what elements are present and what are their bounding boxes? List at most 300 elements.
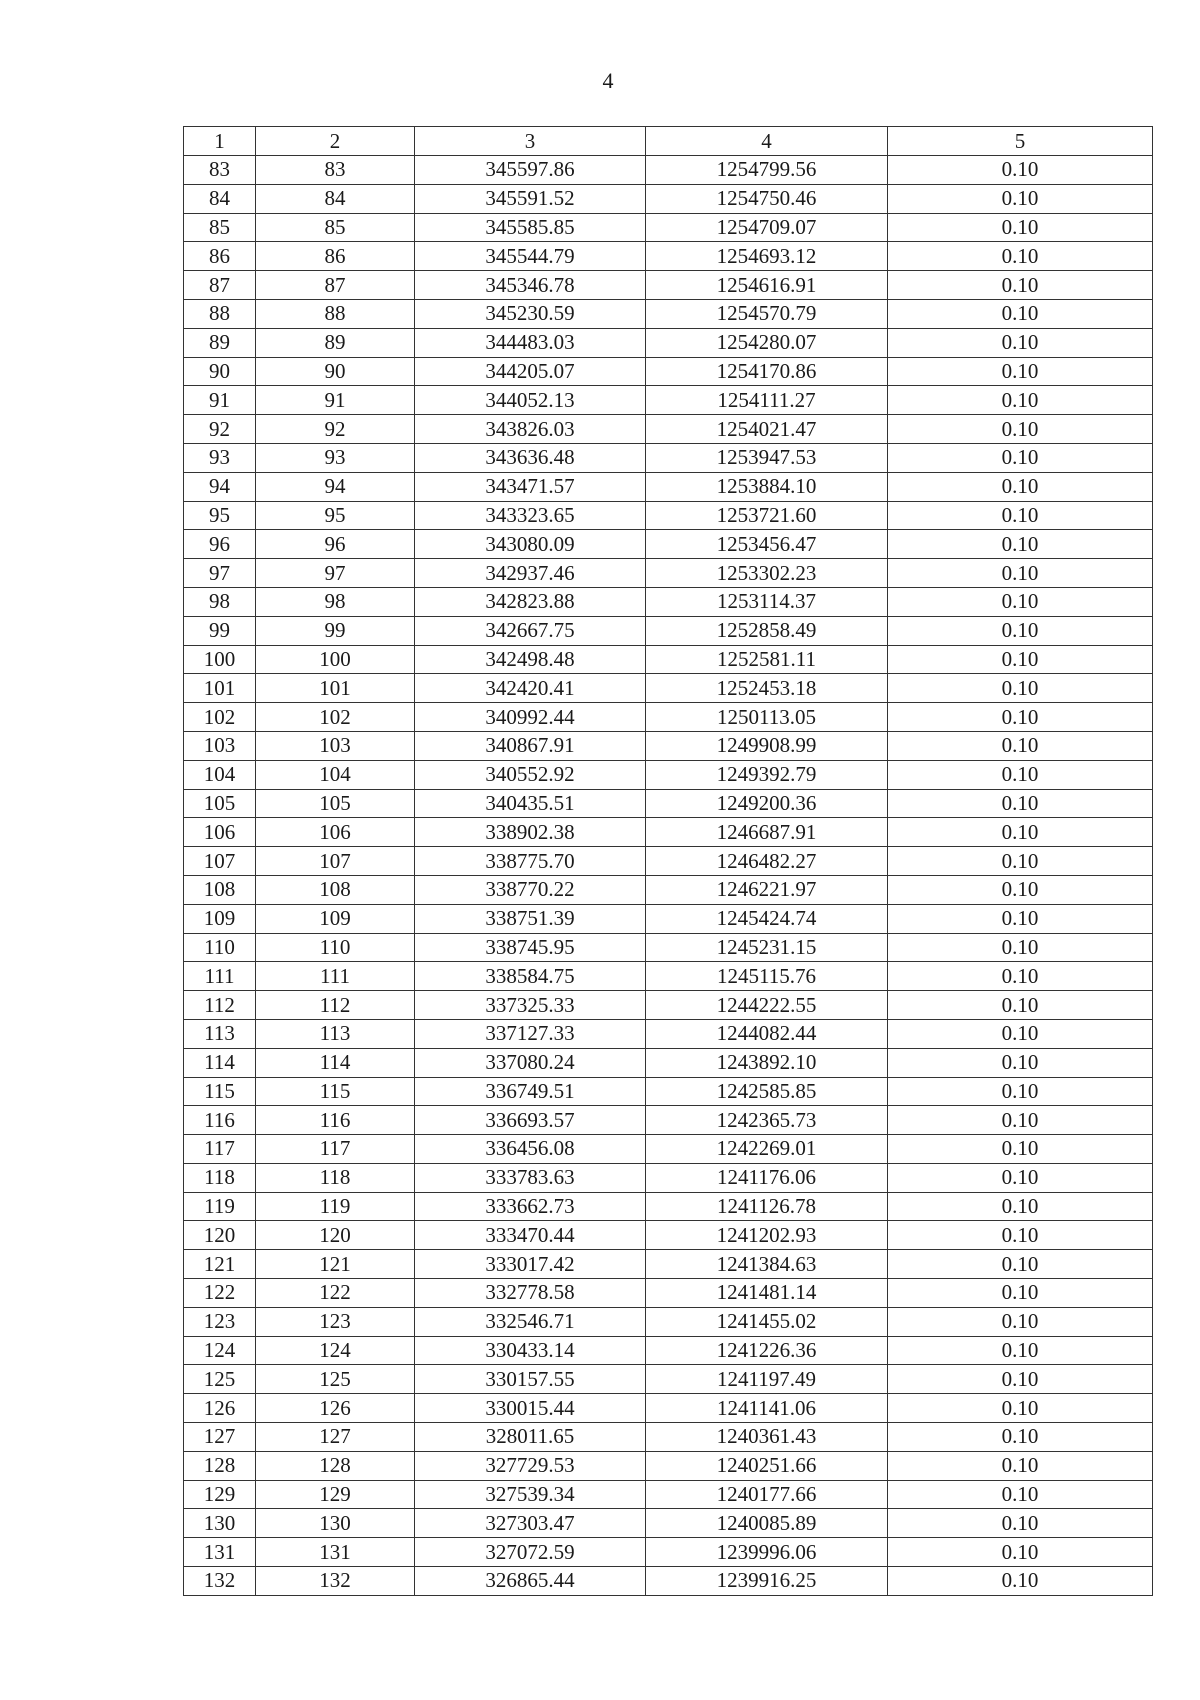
table-cell: 337325.33 (415, 991, 646, 1020)
table-cell: 1242585.85 (646, 1077, 888, 1106)
table-row (184, 991, 1153, 1020)
table-cell: 1250113.05 (646, 703, 888, 732)
table-cell: 0.10 (888, 328, 1153, 357)
table-cell: 0.10 (888, 645, 1153, 674)
table-cell: 110 (256, 933, 415, 962)
table-cell: 91 (184, 386, 256, 415)
table-cell: 127 (184, 1423, 256, 1452)
table-cell: 1241202.93 (646, 1221, 888, 1250)
table-cell: 333017.42 (415, 1250, 646, 1279)
table-cell: 96 (256, 530, 415, 559)
table-cell: 112 (184, 991, 256, 1020)
table-cell: 330157.55 (415, 1365, 646, 1394)
table-cell: 93 (256, 443, 415, 472)
table-cell: 0.10 (888, 962, 1153, 991)
table-cell: 0.10 (888, 847, 1153, 876)
table-cell: 86 (184, 242, 256, 271)
table-cell: 126 (256, 1394, 415, 1423)
table-row (184, 1077, 1153, 1106)
table-row (184, 1509, 1153, 1538)
table-cell: 0.10 (888, 587, 1153, 616)
table-cell: 101 (184, 674, 256, 703)
table-cell: 92 (256, 415, 415, 444)
table-cell: 1241226.36 (646, 1336, 888, 1365)
table-cell: 0.10 (888, 875, 1153, 904)
table-cell: 1253947.53 (646, 443, 888, 472)
table-cell: 115 (256, 1077, 415, 1106)
table-cell: 109 (184, 904, 256, 933)
table-cell: 1246482.27 (646, 847, 888, 876)
table-cell: 345597.86 (415, 156, 646, 185)
table-cell: 90 (184, 357, 256, 386)
table-cell: 1240361.43 (646, 1423, 888, 1452)
table-cell: 117 (184, 1135, 256, 1164)
table-cell: 125 (184, 1365, 256, 1394)
table-cell: 340867.91 (415, 731, 646, 760)
table-row (184, 328, 1153, 357)
table-cell: 0.10 (888, 299, 1153, 328)
table-row (184, 1192, 1153, 1221)
table-cell: 1254799.56 (646, 156, 888, 185)
table-cell: 1254616.91 (646, 271, 888, 300)
table-row (184, 731, 1153, 760)
table-cell: 336456.08 (415, 1135, 646, 1164)
table-cell: 95 (184, 501, 256, 530)
table-cell: 116 (256, 1106, 415, 1135)
table-cell: 87 (256, 271, 415, 300)
table-row (184, 472, 1153, 501)
table-cell: 342420.41 (415, 674, 646, 703)
table-row (184, 645, 1153, 674)
table-cell: 336693.57 (415, 1106, 646, 1135)
table-cell: 345585.85 (415, 213, 646, 242)
table-cell: 0.10 (888, 731, 1153, 760)
table-cell: 1254111.27 (646, 386, 888, 415)
table-cell: 106 (184, 818, 256, 847)
table-cell: 119 (184, 1192, 256, 1221)
table-cell: 0.10 (888, 1048, 1153, 1077)
table-cell: 120 (184, 1221, 256, 1250)
table-cell: 124 (184, 1336, 256, 1365)
table-cell: 1241197.49 (646, 1365, 888, 1394)
table-cell: 1253721.60 (646, 501, 888, 530)
table-cell: 0.10 (888, 703, 1153, 732)
table-cell: 1249200.36 (646, 789, 888, 818)
table-cell: 0.10 (888, 991, 1153, 1020)
table-cell: 97 (256, 559, 415, 588)
table-row (184, 1163, 1153, 1192)
table-cell: 1249392.79 (646, 760, 888, 789)
table-cell: 0.10 (888, 674, 1153, 703)
table-cell: 117 (256, 1135, 415, 1164)
table-cell: 84 (184, 184, 256, 213)
table-cell: 129 (256, 1480, 415, 1509)
table-cell: 0.10 (888, 1365, 1153, 1394)
table-cell: 1240085.89 (646, 1509, 888, 1538)
table-cell: 0.10 (888, 760, 1153, 789)
table-cell: 96 (184, 530, 256, 559)
table-cell: 0.10 (888, 559, 1153, 588)
table-row (184, 847, 1153, 876)
table-cell: 345544.79 (415, 242, 646, 271)
table-cell: 0.10 (888, 789, 1153, 818)
table-row (184, 559, 1153, 588)
table-row (184, 386, 1153, 415)
table-cell: 83 (256, 156, 415, 185)
table-row (184, 962, 1153, 991)
table-cell: 94 (184, 472, 256, 501)
table-cell: 128 (184, 1451, 256, 1480)
table-cell: 327729.53 (415, 1451, 646, 1480)
table-row (184, 674, 1153, 703)
table-cell: 1241126.78 (646, 1192, 888, 1221)
table-cell: 345230.59 (415, 299, 646, 328)
table-row (184, 789, 1153, 818)
table-row (184, 1336, 1153, 1365)
table-cell: 1241455.02 (646, 1307, 888, 1336)
table-cell: 89 (256, 328, 415, 357)
table-cell: 342937.46 (415, 559, 646, 588)
table-cell: 340992.44 (415, 703, 646, 732)
table-cell: 101 (256, 674, 415, 703)
table-cell: 1241481.14 (646, 1279, 888, 1308)
table-cell: 1254693.12 (646, 242, 888, 271)
table-cell: 1254709.07 (646, 213, 888, 242)
table-cell: 131 (256, 1538, 415, 1567)
table-row (184, 818, 1153, 847)
table-row (184, 1019, 1153, 1048)
table-cell: 113 (184, 1019, 256, 1048)
table-cell: 95 (256, 501, 415, 530)
table-cell: 99 (256, 616, 415, 645)
table-cell: 0.10 (888, 1480, 1153, 1509)
table-cell: 340552.92 (415, 760, 646, 789)
table-row (184, 271, 1153, 300)
table-row (184, 156, 1153, 185)
table-cell: 129 (184, 1480, 256, 1509)
table-row (184, 616, 1153, 645)
table-row (184, 501, 1153, 530)
page-number (0, 68, 1200, 94)
table-cell: 0.10 (888, 1135, 1153, 1164)
table-cell: 91 (256, 386, 415, 415)
table-cell: 338775.70 (415, 847, 646, 876)
table-row (184, 415, 1153, 444)
table-row (184, 1567, 1153, 1596)
table-row (184, 184, 1153, 213)
table-row (184, 1221, 1153, 1250)
table-cell: 0.10 (888, 1538, 1153, 1567)
table-cell: 1254570.79 (646, 299, 888, 328)
table-cell: 1239916.25 (646, 1567, 888, 1596)
table-cell: 102 (256, 703, 415, 732)
table-row (184, 1307, 1153, 1336)
table-cell: 116 (184, 1106, 256, 1135)
table-cell: 110 (184, 933, 256, 962)
table-cell: 0.10 (888, 1192, 1153, 1221)
table-cell: 114 (184, 1048, 256, 1077)
table-cell: 1252453.18 (646, 674, 888, 703)
table-cell: 327072.59 (415, 1538, 646, 1567)
table-body (184, 156, 1153, 1596)
table-cell: 104 (256, 760, 415, 789)
table-cell: 100 (256, 645, 415, 674)
table-cell: 0.10 (888, 818, 1153, 847)
table-cell: 128 (256, 1451, 415, 1480)
table-cell: 131 (184, 1538, 256, 1567)
table-cell: 0.10 (888, 1307, 1153, 1336)
table-cell: 1241141.06 (646, 1394, 888, 1423)
table-cell: 84 (256, 184, 415, 213)
table-row (184, 213, 1153, 242)
table-cell: 132 (184, 1567, 256, 1596)
table-cell: 105 (256, 789, 415, 818)
column-header: 1 (184, 127, 256, 156)
table-row (184, 242, 1153, 271)
table-cell: 104 (184, 760, 256, 789)
table-cell: 340435.51 (415, 789, 646, 818)
table-cell: 336749.51 (415, 1077, 646, 1106)
table-cell: 0.10 (888, 184, 1153, 213)
table-cell: 1252858.49 (646, 616, 888, 645)
table-cell: 343323.65 (415, 501, 646, 530)
column-header: 2 (256, 127, 415, 156)
table-cell: 342498.48 (415, 645, 646, 674)
table-row (184, 530, 1153, 559)
table-row (184, 904, 1153, 933)
table-cell: 125 (256, 1365, 415, 1394)
table-cell: 98 (184, 587, 256, 616)
table-cell: 85 (256, 213, 415, 242)
table-cell: 333470.44 (415, 1221, 646, 1250)
table-cell: 0.10 (888, 1077, 1153, 1106)
table-cell: 121 (256, 1250, 415, 1279)
table-cell: 0.10 (888, 933, 1153, 962)
table-cell: 1254750.46 (646, 184, 888, 213)
table-cell: 127 (256, 1423, 415, 1452)
table-cell: 99 (184, 616, 256, 645)
table-cell: 338745.95 (415, 933, 646, 962)
table-cell: 0.10 (888, 271, 1153, 300)
table-row (184, 1480, 1153, 1509)
table-row (184, 760, 1153, 789)
table-cell: 0.10 (888, 472, 1153, 501)
table-cell: 122 (256, 1279, 415, 1308)
table-cell: 0.10 (888, 1106, 1153, 1135)
table-cell: 0.10 (888, 904, 1153, 933)
table-cell: 123 (184, 1307, 256, 1336)
table-cell: 1242269.01 (646, 1135, 888, 1164)
table-row (184, 1451, 1153, 1480)
table-cell: 83 (184, 156, 256, 185)
table-cell: 327539.34 (415, 1480, 646, 1509)
table-cell: 338751.39 (415, 904, 646, 933)
table-cell: 111 (256, 962, 415, 991)
table-cell: 102 (184, 703, 256, 732)
table-cell: 126 (184, 1394, 256, 1423)
table-row (184, 299, 1153, 328)
table-cell: 338770.22 (415, 875, 646, 904)
table-cell: 0.10 (888, 530, 1153, 559)
table-cell: 88 (256, 299, 415, 328)
table-cell: 132 (256, 1567, 415, 1596)
column-header: 4 (646, 127, 888, 156)
table-cell: 124 (256, 1336, 415, 1365)
table-cell: 1240251.66 (646, 1451, 888, 1480)
table-cell: 332778.58 (415, 1279, 646, 1308)
column-header: 5 (888, 127, 1153, 156)
table-row (184, 933, 1153, 962)
table-cell: 1240177.66 (646, 1480, 888, 1509)
table-cell: 119 (256, 1192, 415, 1221)
table-cell: 1253884.10 (646, 472, 888, 501)
table-cell: 94 (256, 472, 415, 501)
table-row (184, 443, 1153, 472)
table-cell: 108 (256, 875, 415, 904)
table-cell: 105 (184, 789, 256, 818)
table-cell: 112 (256, 991, 415, 1020)
table-cell: 327303.47 (415, 1509, 646, 1538)
table-row (184, 587, 1153, 616)
table-cell: 98 (256, 587, 415, 616)
table-cell: 0.10 (888, 1509, 1153, 1538)
table-cell: 0.10 (888, 415, 1153, 444)
table-cell: 338902.38 (415, 818, 646, 847)
table-cell: 1246221.97 (646, 875, 888, 904)
table-cell: 108 (184, 875, 256, 904)
table-row (184, 1365, 1153, 1394)
table-cell: 345591.52 (415, 184, 646, 213)
table-cell: 1253302.23 (646, 559, 888, 588)
table-cell: 0.10 (888, 1394, 1153, 1423)
table-cell: 107 (184, 847, 256, 876)
table-cell: 87 (184, 271, 256, 300)
table-cell: 342823.88 (415, 587, 646, 616)
table-cell: 1241176.06 (646, 1163, 888, 1192)
table-cell: 1249908.99 (646, 731, 888, 760)
table-row (184, 1279, 1153, 1308)
table-cell: 1254170.86 (646, 357, 888, 386)
table-cell: 1242365.73 (646, 1106, 888, 1135)
table-cell: 1246687.91 (646, 818, 888, 847)
table-cell: 0.10 (888, 1451, 1153, 1480)
table-cell: 0.10 (888, 156, 1153, 185)
table-cell: 328011.65 (415, 1423, 646, 1452)
table-cell: 343636.48 (415, 443, 646, 472)
table-row (184, 1394, 1153, 1423)
table-cell: 118 (256, 1163, 415, 1192)
table-cell: 1244082.44 (646, 1019, 888, 1048)
table-cell: 326865.44 (415, 1567, 646, 1596)
table-cell: 332546.71 (415, 1307, 646, 1336)
table-row (184, 1538, 1153, 1567)
table-cell: 1239996.06 (646, 1538, 888, 1567)
table-cell: 120 (256, 1221, 415, 1250)
table-cell: 337127.33 (415, 1019, 646, 1048)
table-cell: 93 (184, 443, 256, 472)
table-cell: 1241384.63 (646, 1250, 888, 1279)
table-cell: 343826.03 (415, 415, 646, 444)
table-cell: 123 (256, 1307, 415, 1336)
table-cell: 1254280.07 (646, 328, 888, 357)
table-cell: 103 (256, 731, 415, 760)
table-cell: 1245231.15 (646, 933, 888, 962)
table-cell: 343471.57 (415, 472, 646, 501)
table-cell: 0.10 (888, 242, 1153, 271)
table-cell: 344052.13 (415, 386, 646, 415)
table-cell: 330015.44 (415, 1394, 646, 1423)
table-cell: 130 (256, 1509, 415, 1538)
table-cell: 0.10 (888, 443, 1153, 472)
table-cell: 1253456.47 (646, 530, 888, 559)
table-cell: 113 (256, 1019, 415, 1048)
table-cell: 92 (184, 415, 256, 444)
table-cell: 130 (184, 1509, 256, 1538)
column-header: 3 (415, 127, 646, 156)
table-cell: 0.10 (888, 386, 1153, 415)
table-cell: 333662.73 (415, 1192, 646, 1221)
table-cell: 85 (184, 213, 256, 242)
table-row (184, 875, 1153, 904)
table-cell: 0.10 (888, 1423, 1153, 1452)
table-row (184, 1106, 1153, 1135)
table-cell: 111 (184, 962, 256, 991)
table-cell: 337080.24 (415, 1048, 646, 1077)
table-cell: 1244222.55 (646, 991, 888, 1020)
table-cell: 86 (256, 242, 415, 271)
table-cell: 115 (184, 1077, 256, 1106)
table-cell: 0.10 (888, 1221, 1153, 1250)
table-cell: 342667.75 (415, 616, 646, 645)
table-row (184, 1423, 1153, 1452)
table-cell: 89 (184, 328, 256, 357)
table-cell: 0.10 (888, 1279, 1153, 1308)
table-cell: 0.10 (888, 1336, 1153, 1365)
table-cell: 88 (184, 299, 256, 328)
table-cell: 114 (256, 1048, 415, 1077)
table-cell: 330433.14 (415, 1336, 646, 1365)
table-cell: 0.10 (888, 357, 1153, 386)
table-cell: 100 (184, 645, 256, 674)
table-cell: 90 (256, 357, 415, 386)
table-cell: 333783.63 (415, 1163, 646, 1192)
table-cell: 345346.78 (415, 271, 646, 300)
table-cell: 1253114.37 (646, 587, 888, 616)
table-cell: 1243892.10 (646, 1048, 888, 1077)
table-cell: 106 (256, 818, 415, 847)
table-cell: 0.10 (888, 1567, 1153, 1596)
table-cell: 103 (184, 731, 256, 760)
table-row (184, 703, 1153, 732)
coordinates-table (183, 126, 1153, 1596)
table-row (184, 1250, 1153, 1279)
table-cell: 122 (184, 1279, 256, 1308)
table-cell: 0.10 (888, 1163, 1153, 1192)
table-cell: 118 (184, 1163, 256, 1192)
table-cell: 0.10 (888, 1250, 1153, 1279)
table-cell: 0.10 (888, 616, 1153, 645)
table-cell: 1245115.76 (646, 962, 888, 991)
table-cell: 97 (184, 559, 256, 588)
table-cell: 343080.09 (415, 530, 646, 559)
table-cell: 1252581.11 (646, 645, 888, 674)
table-cell: 0.10 (888, 501, 1153, 530)
table-row (184, 1048, 1153, 1077)
table-cell: 1245424.74 (646, 904, 888, 933)
table-cell: 109 (256, 904, 415, 933)
table-cell: 1254021.47 (646, 415, 888, 444)
table-header-row (184, 127, 1153, 156)
